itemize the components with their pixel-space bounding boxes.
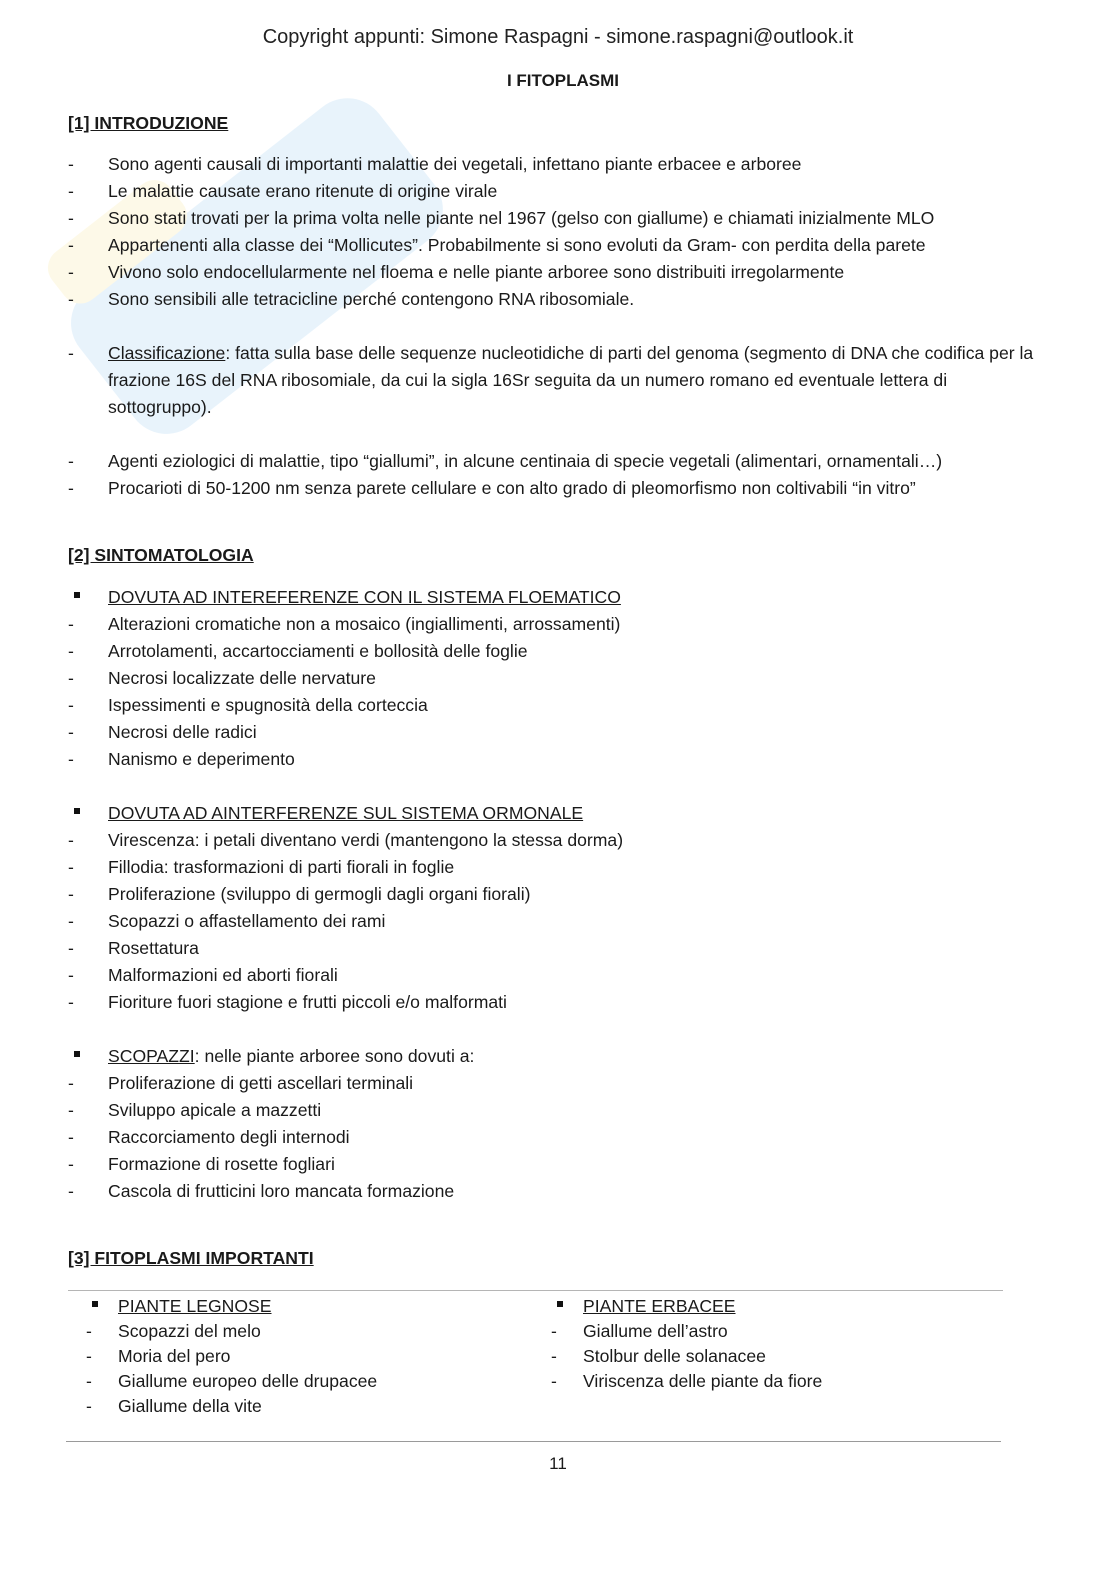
list-item: - Giallume della vite bbox=[86, 1396, 262, 1416]
bullet-square-icon bbox=[74, 808, 80, 814]
section-heading-fitoplasmi-importanti: [3] FITOPLASMI IMPORTANTI bbox=[68, 1248, 314, 1268]
list-item: - Cascola di frutticini loro mancata formazione bbox=[68, 1181, 455, 1201]
list-item: - Procarioti di 50-1200 nm senza parete cellulare e con alto grado di pleomorfismo non coltivabili “in vitro” bbox=[68, 478, 916, 498]
group-title: SCOPAZZI: nelle piante arboree sono dovuti a: bbox=[68, 1043, 1048, 1070]
section-heading-sintomatologia: [2] SINTOMATOLOGIA bbox=[68, 545, 254, 565]
list-item: - Giallume europeo delle drupacee bbox=[86, 1371, 378, 1391]
list-item: - Le malattie causate erano ritenute di origine virale bbox=[68, 181, 498, 201]
list-item: - Sviluppo apicale a mazzetti bbox=[68, 1100, 322, 1120]
symptoms-group-scopazzi bbox=[68, 1043, 1048, 1205]
list-item: - Appartenenti alla classe dei “Mollicutes”. Probabilmente si sono evoluti da Gram- con perdita della parete bbox=[68, 235, 926, 255]
list-item: - Necrosi delle radici bbox=[68, 722, 257, 742]
list-item: - Proliferazione di getti ascellari terminali bbox=[68, 1073, 414, 1093]
list-item: - Sono stati trovati per la prima volta nelle piante nel 1967 (gelso con giallume) e chiamati inizialmente MLO bbox=[68, 208, 935, 228]
list-item: - Giallume dell’astro bbox=[551, 1321, 728, 1341]
list-item: - Fioriture fuori stagione e frutti piccoli e/o malformati bbox=[68, 992, 507, 1012]
page-title: I FITOPLASMI bbox=[506, 71, 620, 90]
list-item: - Fillodia: trasformazioni di parti fiorali in foglie bbox=[68, 857, 455, 877]
list-item: - Alterazioni cromatiche non a mosaico (ingiallimenti, arrossamenti) bbox=[68, 614, 621, 634]
list-item: - Arrotolamenti, accartocciamenti e bollosità delle foglie bbox=[68, 641, 528, 661]
page-number: 11 bbox=[549, 1454, 567, 1473]
list-item: - Virescenza: i petali diventano verdi (mantengono la stessa dorma) bbox=[68, 830, 624, 850]
list-item: - Stolbur delle solanacee bbox=[551, 1346, 766, 1366]
list-item-classificazione: - Classificazione: fatta sulla base delle sequenze nucleotidiche di parti del genoma (segmento di DNA che codifica per la frazione 16S del RNA ribosomiale, da cui la sigla 16Sr seguita da un numero romano ed eventuale lettera di sottogruppo). bbox=[68, 343, 1034, 417]
list-item: - Nanismo e deperimento bbox=[68, 749, 295, 769]
list-item: - Raccorciamento degli internodi bbox=[68, 1127, 350, 1147]
list-item: - Rosettatura bbox=[68, 938, 199, 958]
list-item: - Scopazzi o affastellamento dei rami bbox=[68, 911, 386, 931]
intro-list-b bbox=[68, 448, 1048, 502]
intro-list-a bbox=[68, 151, 1048, 313]
table-column-legnose bbox=[86, 1294, 526, 1419]
list-item: - Viriscenza delle piante da fiore bbox=[551, 1371, 823, 1391]
copyright-notice: Copyright appunti: Simone Raspagni - simone.raspagni@outlook.it bbox=[262, 26, 854, 48]
list-item: - Agenti eziologici di malattie, tipo “giallumi”, in alcune centinaia di specie vegetali (alimentari, ornamentali…) bbox=[68, 451, 943, 471]
list-item: - Formazione di rosette fogliari bbox=[68, 1154, 335, 1174]
intro-classification bbox=[68, 340, 1048, 421]
list-item: - Vivono solo endocellularmente nel floema e nelle piante arboree sono distribuiti irregolarmente bbox=[68, 262, 845, 282]
list-item: - Necrosi localizzate delle nervature bbox=[68, 668, 376, 688]
fitoplasmi-table bbox=[68, 1290, 1003, 1416]
symptoms-group-ormonale bbox=[68, 800, 1048, 1016]
group-title: DOVUTA AD AINTERFERENZE SUL SISTEMA ORMONALE bbox=[68, 800, 1048, 827]
list-item: - Ispessimenti e spugnosità della corteccia bbox=[68, 695, 428, 715]
bullet-square-icon bbox=[92, 1301, 98, 1307]
table-column-erbacee bbox=[551, 1294, 991, 1394]
list-item: - Moria del pero bbox=[86, 1346, 231, 1366]
list-item: - Proliferazione (sviluppo di germogli dagli organi fiorali) bbox=[68, 884, 531, 904]
bullet-square-icon bbox=[557, 1301, 563, 1307]
section-heading-introduzione: [1] INTRODUZIONE bbox=[68, 113, 229, 133]
list-item: - Malformazioni ed aborti fiorali bbox=[68, 965, 338, 985]
column-title: PIANTE ERBACEE bbox=[551, 1294, 991, 1319]
bullet-square-icon bbox=[74, 592, 80, 598]
document-body bbox=[68, 110, 1048, 1272]
symptoms-group-floematico bbox=[68, 584, 1048, 773]
group-title: DOVUTA AD INTEREFERENZE CON IL SISTEMA FLOEMATICO bbox=[68, 584, 1048, 611]
footer-divider bbox=[66, 1441, 1001, 1442]
list-item: - Sono agenti causali di importanti malattie dei vegetali, infettano piante erbacee e arboree bbox=[68, 154, 802, 174]
list-item: - Sono sensibili alle tetracicline perché contengono RNA ribosomiale. bbox=[68, 289, 635, 309]
list-item: - Scopazzi del melo bbox=[86, 1321, 261, 1341]
bullet-square-icon bbox=[74, 1051, 80, 1057]
column-title: PIANTE LEGNOSE bbox=[86, 1294, 526, 1319]
